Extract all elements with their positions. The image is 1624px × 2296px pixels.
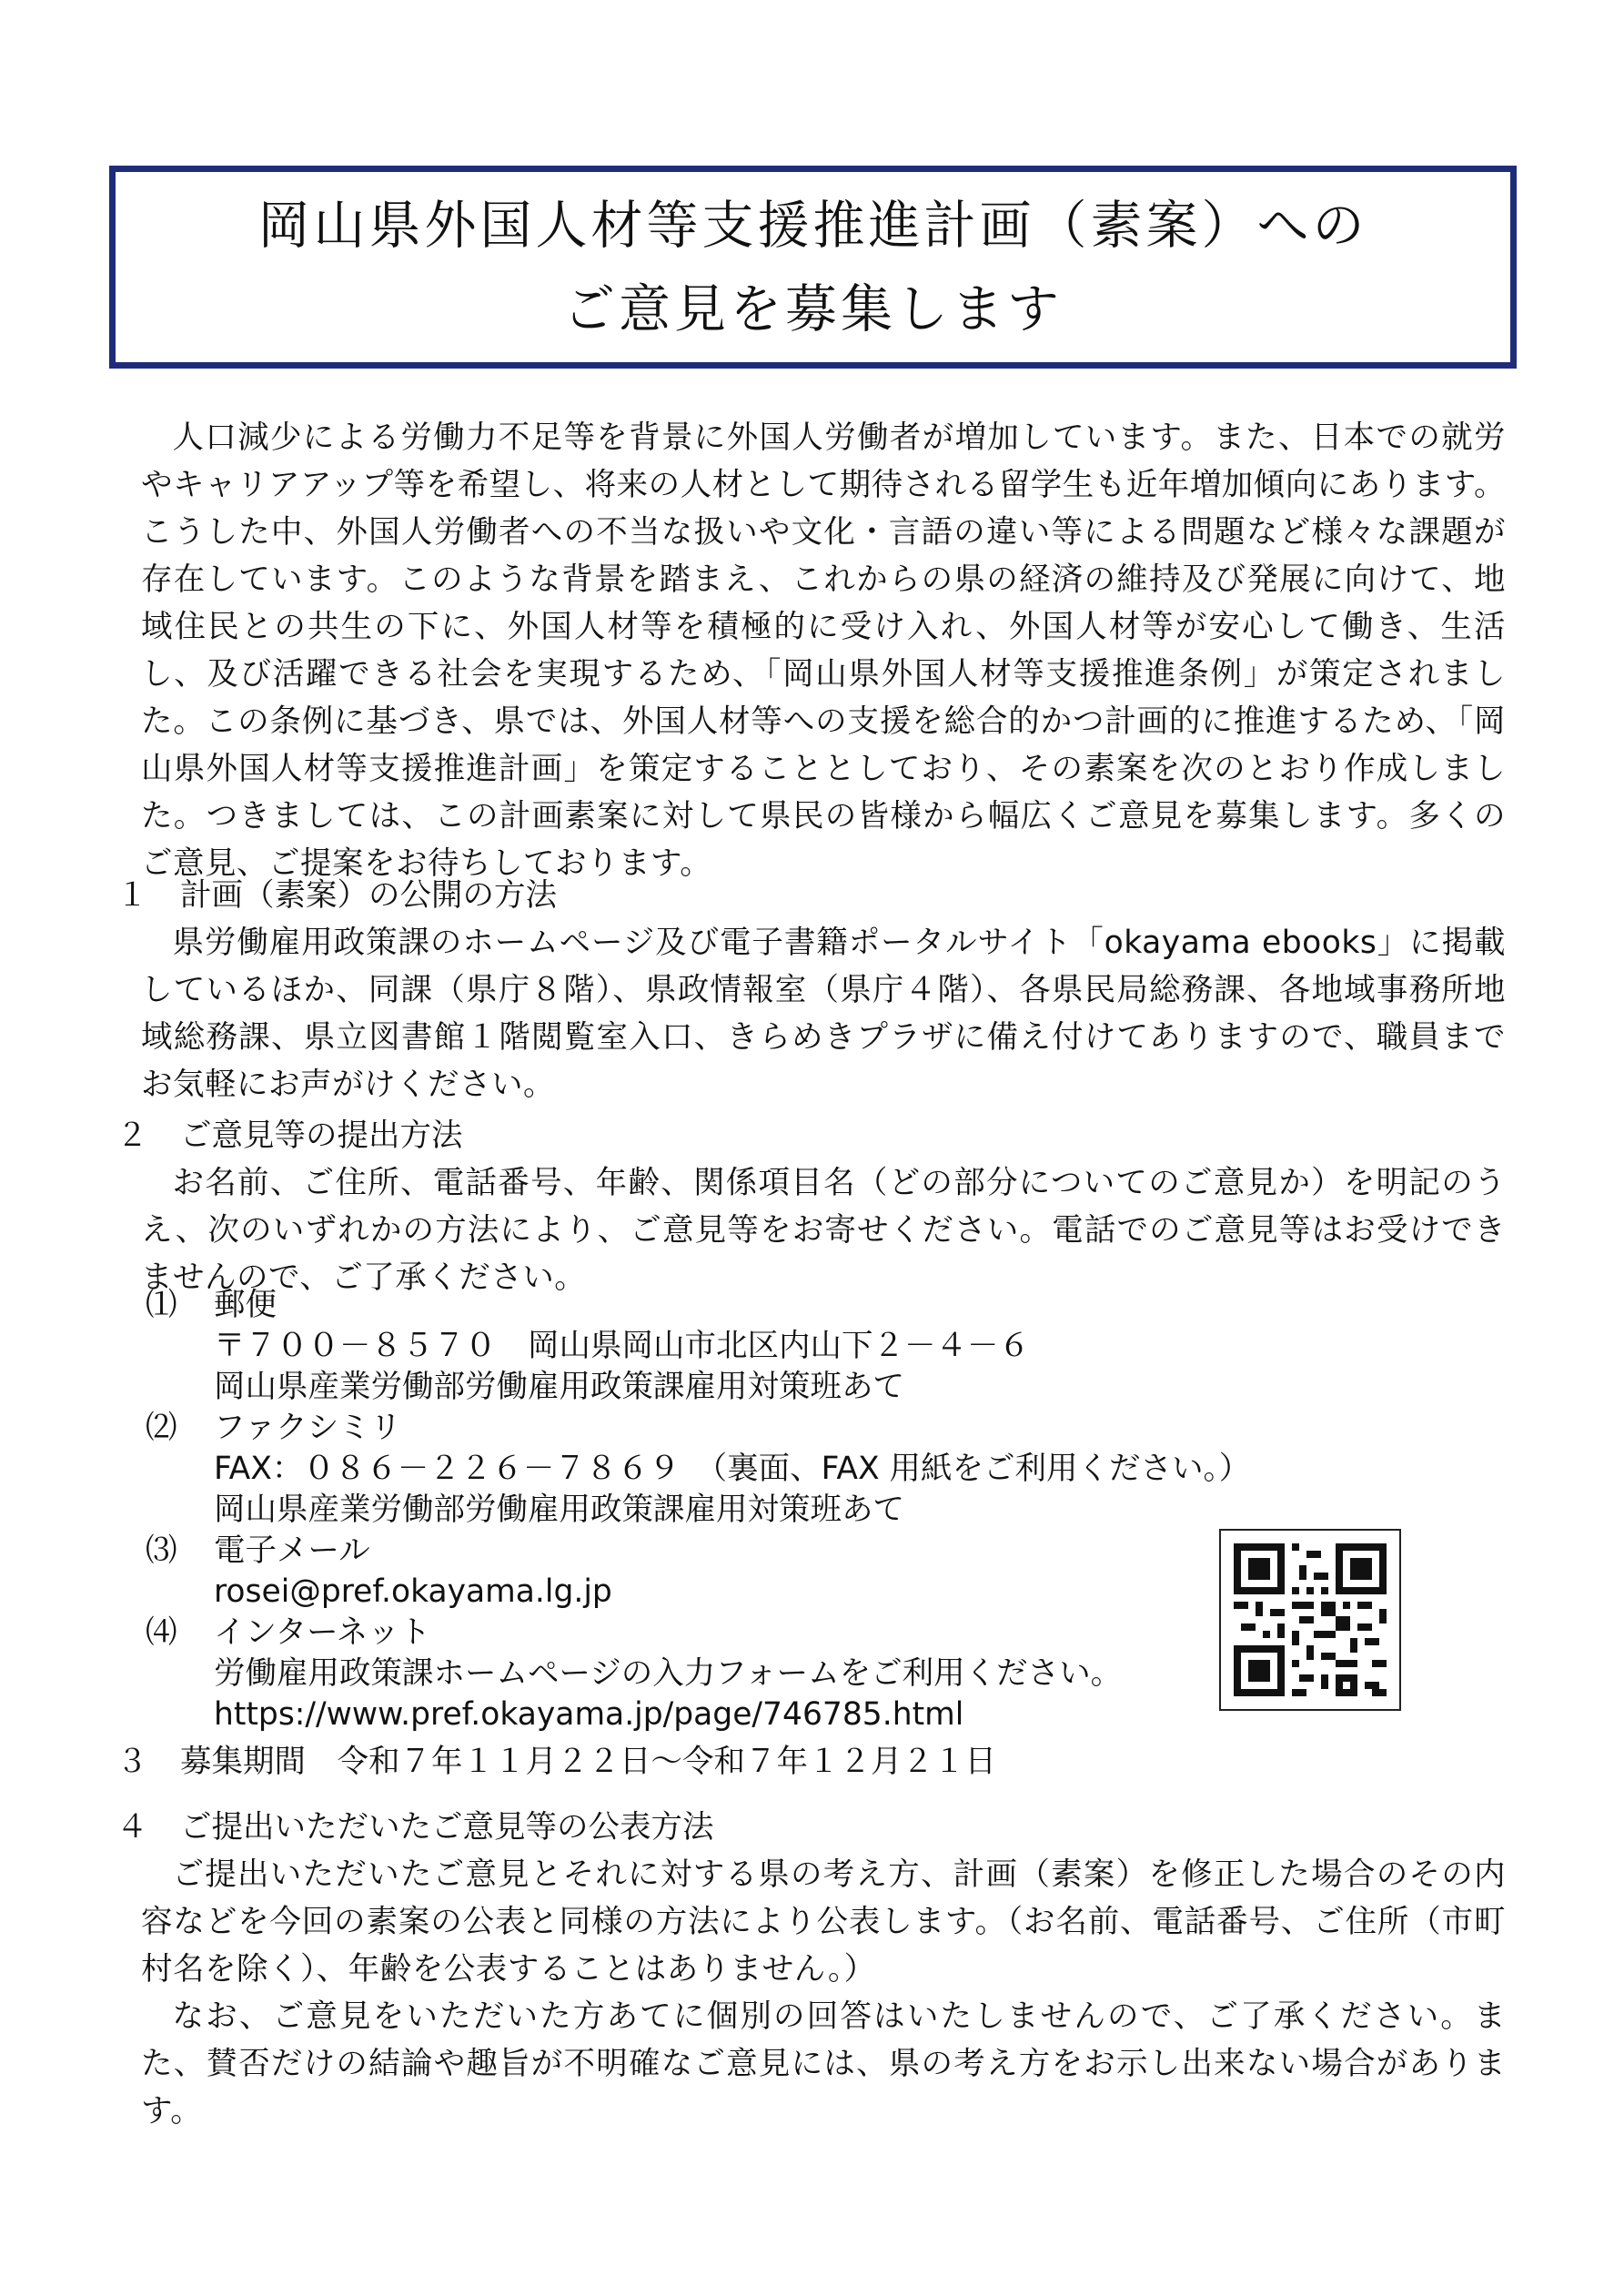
method-postal-label: 郵便	[214, 1287, 277, 1323]
method-email-label: 電子メール	[214, 1532, 370, 1569]
method-fax-label: ファクシミリ	[214, 1410, 402, 1446]
section-2-number: ２	[116, 1118, 148, 1154]
intro-block	[141, 414, 1506, 887]
method-fax	[146, 1406, 401, 1450]
section-4-body	[141, 1851, 1506, 2135]
method-email-number: ⑶	[146, 1532, 177, 1569]
section-4-number: ４	[116, 1809, 148, 1846]
section-2-paragraph: お名前、ご住所、電話番号、年齢、関係項目名（どの部分についてのご意見か）を明記のうえ、次のいずれかの方法により、ご意見等をお寄せください。電話でのご意見等はお受けできませんので、ご了承ください。	[141, 1165, 1506, 1296]
intro-paragraph: 人口減少による労働力不足等を背景に外国人労働者が増加しています。また、日本での就労やキャリアアップ等を希望し、将来の人材として期待される留学生も近年増加傾向にあります。こうした中、外国人労働者への不当な扱いや文化・言語の違い等による問題など様々な課題が存在しています。このような背景を踏まえ、これからの県の経済の維持及び発展に向けて、地域住民との共生の下に、外国人材等を積極的に受け入れ、外国人材等が安心して働き、生活し、及び活躍できる社会を実現するため、「岡山県外国人材等支援推進条例」が策定されました。この条例に基づき、県では、外国人材等への支援を総合的かつ計画的に推進するため、「岡山県外国人材等支援推進計画」を策定することとしており、その素案を次のとおり作成しました。つきましては、この計画素案に対して県民の皆様から幅広くご意見を募集します。多くのご意見、ご提案をお待ちしております。	[141, 420, 1506, 882]
section-2-title: ご意見等の提出方法	[180, 1118, 463, 1154]
page-title-line-2: ご意見を募集します	[563, 278, 1063, 339]
email-address[interactable]: rosei@pref.okayama.lg.jp	[214, 1573, 612, 1610]
section-3-title: 募集期間 令和７年１１月２２日～令和７年１２月２１日	[180, 1744, 996, 1780]
method-fax-number: ⑵	[146, 1410, 177, 1446]
fax-number: FAX：０８６－２２６－７８６９ （裏面、FAX 用紙をご利用ください。）	[214, 1451, 1251, 1487]
title-box	[109, 166, 1517, 369]
section-4-paragraph-1: ご提出いただいたご意見とそれに対する県の考え方、計画（素案）を修正した場合のその内容などを今回の素案の公表と同様の方法により公表します。（お名前、電話番号、ご住所（市町村名を除く）、年齢を公表することはありません。）	[141, 1856, 1506, 1988]
page-title-line-1: 岡山県外国人材等支援推進計画（素案）への	[257, 195, 1368, 256]
section-4-paragraph-2: なお、ご意見をいただいた方あてに個別の回答はいたしませんので、ご了承ください。また、賛否だけの結論や趣旨が不明確なご意見には、県の考え方をお示し出来ない場合があります。	[141, 1998, 1506, 2129]
internet-url[interactable]: https://www.pref.okayama.jp/page/746785.html	[214, 1696, 964, 1733]
section-2-body	[141, 1159, 1506, 1301]
postal-recipient: 岡山県産業労働部労働雇用政策課雇用対策班あて	[214, 1369, 904, 1405]
section-3-number: ３	[116, 1744, 148, 1780]
qr-code-graphic	[1234, 1543, 1387, 1696]
method-internet-number: ⑷	[146, 1614, 177, 1651]
section-3-heading	[116, 1738, 996, 1785]
method-internet-label: インターネット	[214, 1614, 431, 1651]
method-postal-number: ⑴	[146, 1287, 177, 1323]
internet-instruction: 労働雇用政策課ホームページの入力フォームをご利用ください。	[214, 1655, 1123, 1692]
fax-recipient: 岡山県産業労働部労働雇用政策課雇用対策班あて	[214, 1492, 904, 1528]
section-2-heading	[116, 1112, 463, 1159]
section-1-heading	[116, 872, 557, 919]
qr-code-icon	[1219, 1529, 1401, 1711]
postal-address: 〒７００－８５７０ 岡山県岡山市北区内山下２－４－６	[214, 1328, 1030, 1364]
method-internet	[146, 1611, 430, 1654]
method-postal	[146, 1283, 277, 1327]
section-1-title: 計画（素案）の公開の方法	[180, 877, 557, 914]
section-4-heading	[116, 1804, 714, 1851]
section-1-number: １	[116, 877, 148, 914]
section-4-title: ご提出いただいたご意見等の公表方法	[180, 1809, 714, 1846]
section-1-paragraph: 県労働雇用政策課のホームページ及び電子書籍ポータルサイト「okayama ebooks」に掲載しているほか、同課（県庁８階）、県政情報室（県庁４階）、各県民局総務課、各地域事務所地域総務課、県立図書館１階閲覧室入口、きらめきプラザに備え付けてありますので、職員までお気軽にお声がけください。	[141, 925, 1506, 1103]
method-email	[146, 1529, 370, 1573]
section-1-body	[141, 919, 1506, 1108]
